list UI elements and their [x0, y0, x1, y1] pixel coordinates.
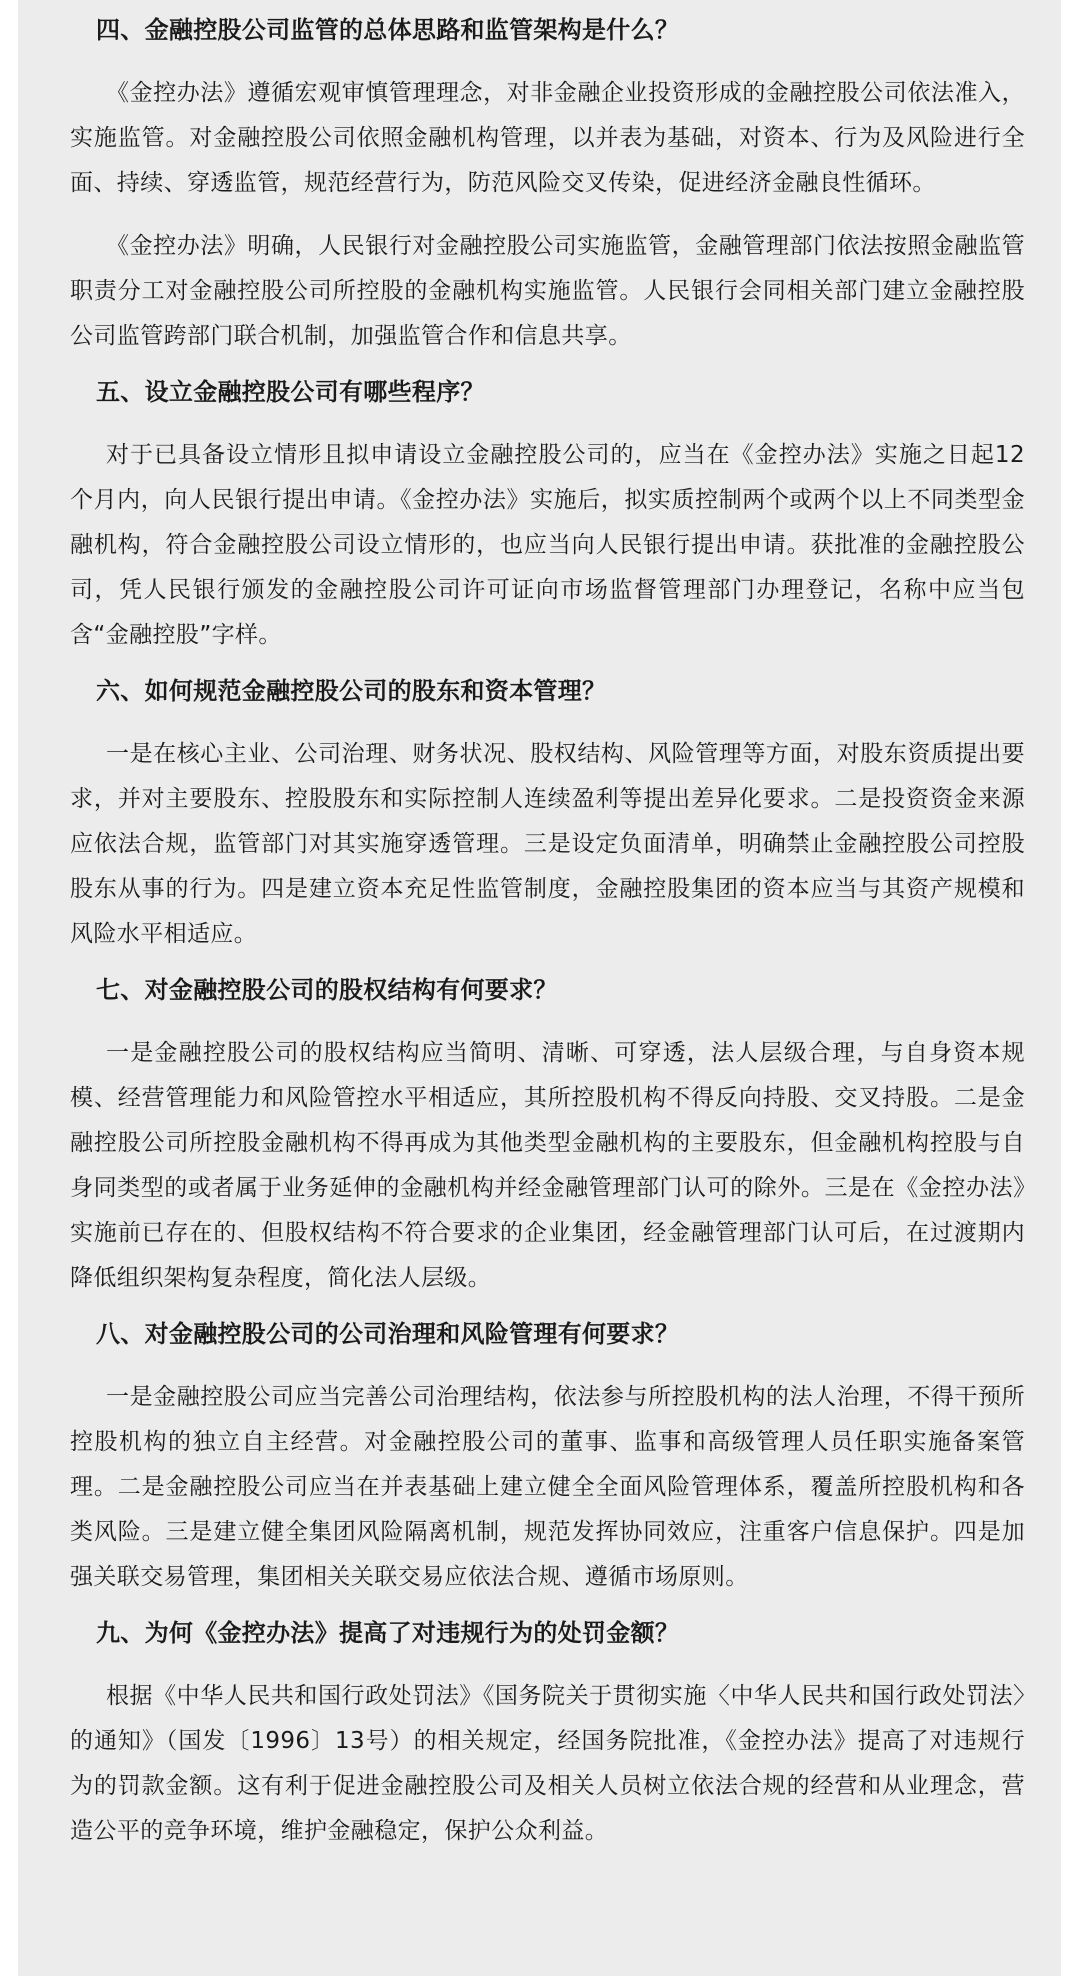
- article-body: [18, 0, 1061, 1976]
- section-9: [70, 1618, 1025, 1854]
- section-heading: 四、金融控股公司监管的总体思路和监管架构是什么？: [96, 16, 680, 44]
- section-7: [70, 975, 1025, 1301]
- section-paragraph: 根据《中华人民共和国行政处罚法》《国务院关于贯彻实施〈中华人民共和国行政处罚法〉的通知》（国发〔1996〕13号）的相关规定，经国务院批准，《金控办法》提高了对违规行为的罚款金额。这有利于促进金融控股公司及相关人员树立依法合规的经营和从业理念，营造公平的竞争环境，维护金融稳定，保护公众利益。: [70, 1683, 1025, 1844]
- section-paragraph: 一是金融控股公司应当完善公司治理结构，依法参与所控股机构的法人治理，不得干预所控股机构的独立自主经营。对金融控股公司的董事、监事和高级管理人员任职实施备案管理。二是金融控股公司应当在并表基础上建立健全全面风险管理体系，覆盖所控股机构和各类风险。三是建立健全集团风险隔离机制，规范发挥协同效应，注重客户信息保护。四是加强关联交易管理，集团相关关联交易应依法合规、遵循市场原则。: [70, 1384, 1025, 1590]
- section-heading: 五、设立金融控股公司有哪些程序？: [96, 378, 485, 406]
- section-8: [70, 1319, 1025, 1600]
- section-heading: 七、对金融控股公司的股权结构有何要求？: [96, 976, 558, 1004]
- section-paragraph: 《金控办法》明确，人民银行对金融控股公司实施监管，金融管理部门依法按照金融监管职责分工对金融控股公司所控股的金融机构实施监管。人民银行会同相关部门建立金融控股公司监管跨部门联合机制，加强监管合作和信息共享。: [70, 233, 1025, 349]
- section-paragraph: 一是金融控股公司的股权结构应当简明、清晰、可穿透，法人层级合理，与自身资本规模、经营管理能力和风险管控水平相适应，其所控股机构不得反向持股、交叉持股。二是金融控股公司所控股金融机构不得再成为其他类型金融机构的主要股东，但金融机构控股与自身同类型的或者属于业务延伸的金融机构并经金融管理部门认可的除外。三是在《金控办法》实施前已存在的、但股权结构不符合要求的企业集团，经金融管理部门认可后，在过渡期内降低组织架构复杂程度，简化法人层级。: [70, 1040, 1025, 1291]
- section-heading: 八、对金融控股公司的公司治理和风险管理有何要求？: [96, 1320, 680, 1348]
- section-paragraph: 一是在核心主业、公司治理、财务状况、股权结构、风险管理等方面，对股东资质提出要求，并对主要股东、控股股东和实际控制人连续盈利等提出差异化要求。二是投资资金来源应依法合规，监管部门对其实施穿透管理。三是设定负面清单，明确禁止金融控股公司控股股东从事的行为。四是建立资本充足性监管制度，金融控股集团的资本应当与其资产规模和风险水平相适应。: [70, 741, 1025, 947]
- section-paragraph: 《金控办法》遵循宏观审慎管理理念，对非金融企业投资形成的金融控股公司依法准入，实施监管。对金融控股公司依照金融机构管理，以并表为基础，对资本、行为及风险进行全面、持续、穿透监管，规范经营行为，防范风险交叉传染，促进经济金融良性循环。: [70, 80, 1025, 196]
- section-paragraph: 对于已具备设立情形且拟申请设立金融控股公司的，应当在《金控办法》实施之日起12个月内，向人民银行提出申请。《金控办法》实施后，拟实质控制两个或两个以上不同类型金融机构，符合金融控股公司设立情形的，也应当向人民银行提出申请。获批准的金融控股公司，凭人民银行颁发的金融控股公司许可证向市场监督管理部门办理登记，名称中应当包含“金融控股”字样。: [70, 442, 1025, 648]
- section-heading: 九、为何《金控办法》提高了对违规行为的处罚金额？: [96, 1619, 680, 1647]
- section-6: [70, 676, 1025, 957]
- section-4: [70, 0, 1025, 359]
- section-5: [70, 377, 1025, 658]
- section-heading: 六、如何规范金融控股公司的股东和资本管理？: [96, 677, 607, 705]
